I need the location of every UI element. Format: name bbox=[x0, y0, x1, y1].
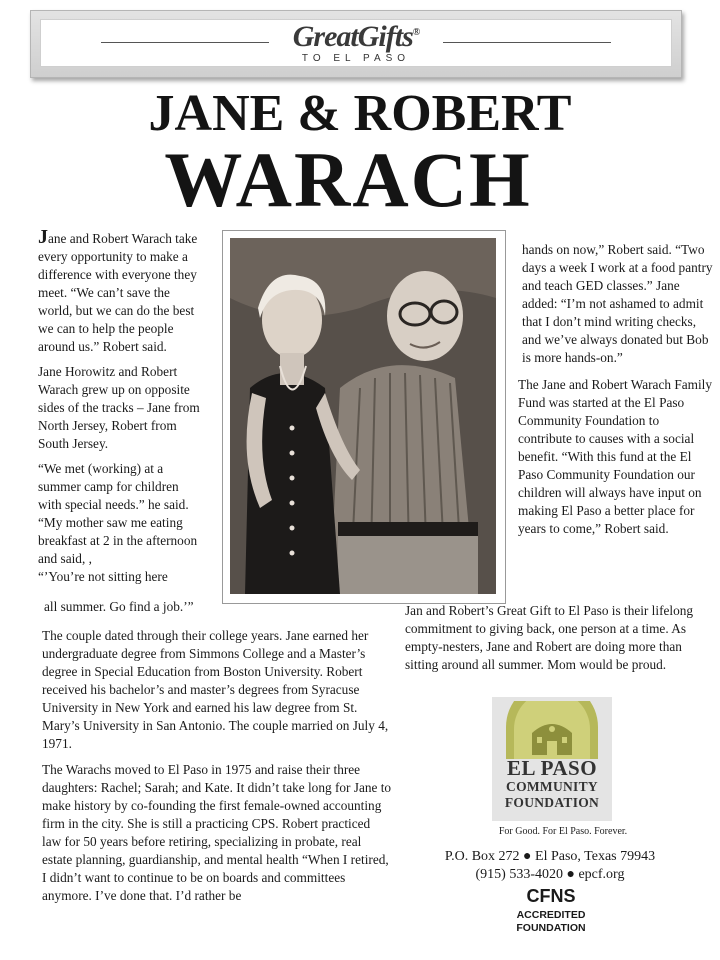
banner-subtitle: TO EL PASO bbox=[301, 53, 411, 64]
logo-line-el-paso: EL PASO bbox=[506, 756, 598, 780]
paragraph-upbringing: Jane Horowitz and Robert Warach grew up on opposite sides of the tracks – Jane from North Jersey, Robert from South Jersey. bbox=[38, 364, 200, 451]
epcf-logo bbox=[492, 697, 612, 821]
logo-line-foundation: FOUNDATION bbox=[504, 795, 600, 810]
banner-inner bbox=[40, 19, 672, 67]
headline-surname: WARACH bbox=[164, 136, 532, 223]
cfns-mark: CFNS bbox=[526, 886, 576, 906]
logo-line-community: COMMUNITY bbox=[506, 779, 598, 794]
foundation-emblem-icon bbox=[492, 701, 612, 761]
paragraph-camp: “We met (working) at a summer camp for children with special needs.” he said. “My mother saw me eating breakfast at 2 in the afternoon and said, , “’You’re not sitting here bbox=[38, 461, 198, 584]
paragraph-intro: Jane and Robert Warach take every opportunity to make a difference with everyone they meet. “We can’t save the world, but we can do the best we can to help the people around us.” Robert said. bbox=[38, 226, 198, 354]
couple-photo bbox=[222, 230, 506, 604]
headline-names: JANE & ROBERT bbox=[148, 85, 572, 142]
foundation-contact: (915) 533-4020 ● epcf.org bbox=[475, 867, 625, 882]
right-column bbox=[518, 241, 714, 545]
great-gifts-banner bbox=[30, 10, 682, 78]
couple-photo-illustration bbox=[230, 238, 496, 594]
accredited-foundation: ACCREDITED FOUNDATION bbox=[516, 909, 586, 934]
foundation-address: P.O. Box 272 ● El Paso, Texas 79943 bbox=[444, 849, 656, 864]
paragraph-family-fund: The Jane and Robert Warach Family Fund was started at the El Paso Community Foundation to contribute to causes with a social benefit. “With this fund at the El Paso Community Foundation our children will always have input on making El Paso a better place for years to come,” Robert said. bbox=[518, 377, 713, 536]
drop-cap: J bbox=[38, 226, 48, 248]
paragraph-el-paso: The Warachs moved to El Paso in 1975 and raise their three daughters: Rachel; Sarah; and Kate. It didn’t take long for Jane to make history by co-founding the first female-owned accounting firm in the city. She is still a practicing CPS. Robert practiced law for 50 years before retiring, specializing in probate, real estate planning, guardianship, and mental health “When I retired, I didn’t want to continue to be on boards and committees anymore. I’ve done that. I’d rather be bbox=[42, 762, 392, 903]
foundation-tagline: For Good. For El Paso. Forever. bbox=[498, 826, 628, 837]
banner-brand: GreatGifts® bbox=[292, 20, 420, 53]
paragraph-camp-end: all summer. Go find a job.’” bbox=[44, 599, 194, 614]
wide-column bbox=[42, 627, 392, 912]
paragraph-closing: Jan and Robert’s Great Gift to El Paso is their lifelong commitment to giving back, one person at a time. As empty-nesters, Jane and Robert are doing more than sitting around all summer. Mom would be proud. bbox=[405, 603, 694, 672]
left-column bbox=[38, 226, 202, 586]
paragraph-college: The couple dated through their college years. Jane earned her undergraduate degree from Simmons College and a Master’s degree in Special Education from Boston University. Robert received his bachelor’s and master’s degrees from Syracuse University in New York and earned his law degree from St. Mary’s University in San Antonio. The couple married on July 4, 1971. bbox=[42, 628, 389, 751]
paragraph-hands-on: hands on now,” Robert said. “Two days a week I work at a food pantry and teach GED classes.” Jane added: “I’m not ashamed to admit that I don’t mind writing checks, and we’ve always donated but Bob is more hands-on.” bbox=[522, 242, 713, 365]
